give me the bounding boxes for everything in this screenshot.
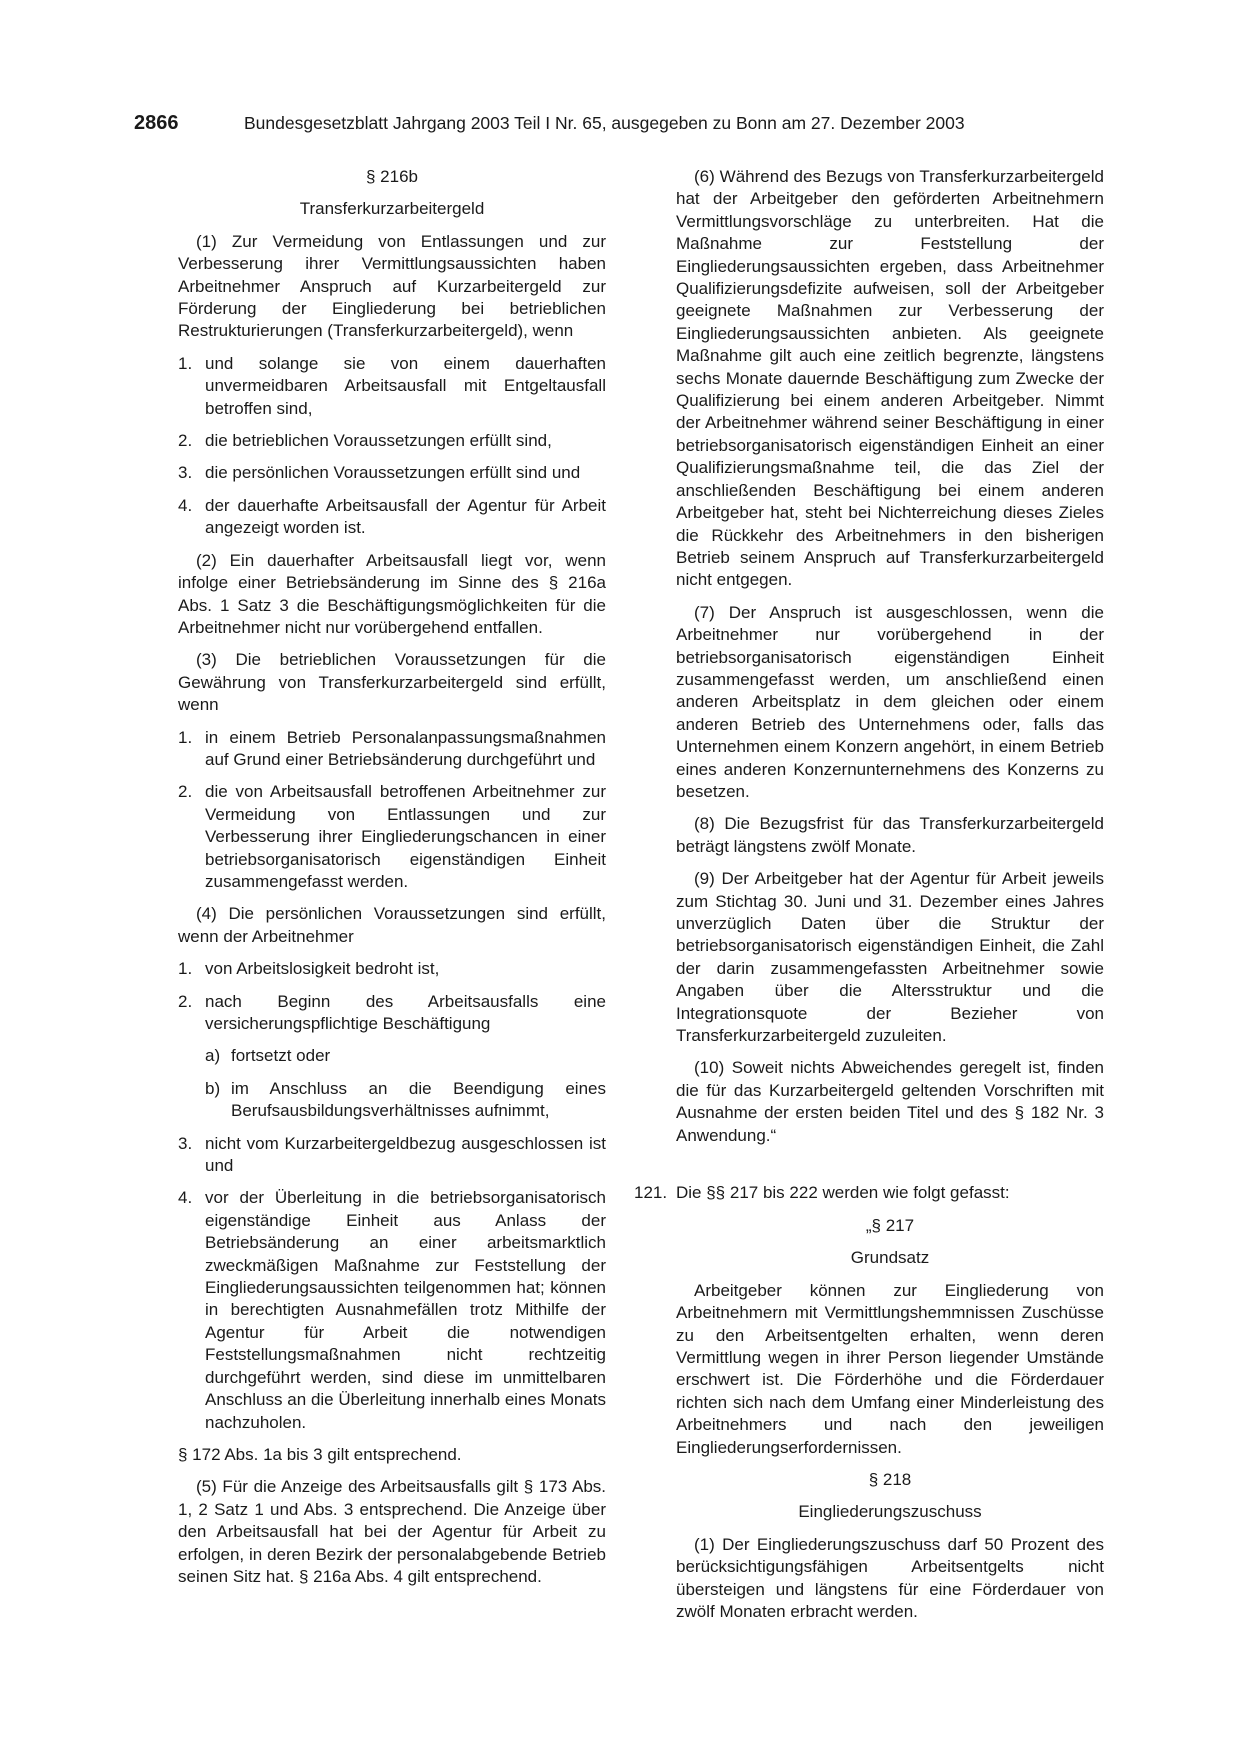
section-218-heading: Eingliederungszuschuss — [798, 1502, 982, 1522]
paragraph-10: (10) Soweit nichts Abweichendes geregelt ist, finden die für das Kurzarbeitergeld geltenden Vorschriften mit Ausnahme der ersten beiden Titel und des § 182 Nr. 3 Anwendung.“ — [676, 1058, 1104, 1145]
paragraph-3: (3) Die betrieblichen Voraussetzungen für die Gewährung von Transferkurzarbeitergeld sind erfüllt, wenn — [178, 650, 606, 715]
sub-list-item: a) fortsetzt oder — [205, 1046, 331, 1066]
paragraph-1: (1) Zur Vermeidung von Entlassungen und zur Verbesserung ihrer Vermittlungsaussichten haben Arbeitnehmer Anspruch auf Kurzarbeitergeld zur Förderung der Eingliederung bei betrieblichen Restrukturierungen (Transferkurzarbeitergeld), wenn — [178, 231, 606, 341]
amendment-text: Die §§ 217 bis 222 werden wie folgt gefasst: — [676, 1183, 1010, 1202]
section-218-title: § 218 — [868, 1470, 912, 1490]
paragraph-7: (7) Der Anspruch ist ausgeschlossen, wenn die Arbeitnehmer nur vorübergehend in der betriebsorganisatorisch eigenständigen Einheit zusammengefasst werden, um anschließend einen anderen Arbeitsplatz in dem gleichen oder einem anderen Betrieb des Unternehmens oder, falls das Unternehmen einem Konzern angehört, in einem Betrieb eines anderen Konzernunternehmens des Konzerns zu besetzen. — [676, 602, 1104, 801]
section-217-title: „§ 217 — [865, 1216, 915, 1235]
paragraph-4: (4) Die persönlichen Voraussetzungen sind erfüllt, wenn der Arbeitnehmer — [178, 904, 606, 946]
section-218-paragraph-1: (1) Der Eingliederungszuschuss darf 50 Prozent des berücksichtigungsfähigen Arbeitsentgelts nicht übersteigen und längstens für eine Förderdauer von zwölf Monaten erbracht werden. — [676, 1534, 1104, 1622]
paragraph-4-tail: § 172 Abs. 1a bis 3 gilt entsprechend. — [178, 1444, 462, 1464]
section-heading: Transferkurzarbeitergeld — [299, 199, 485, 219]
sub-list-item: b) im Anschluss an die Beendigung eines Berufsausbildungsverhältnisses aufnimmt, — [205, 1078, 606, 1121]
amendment-item-121 — [634, 1182, 1104, 1204]
right-column-lower — [676, 1215, 1104, 1634]
paragraph-8: (8) Die Bezugsfrist für das Transferkurzarbeitergeld beträgt längstens zwölf Monate. — [676, 814, 1104, 856]
list-item: 3. nicht vom Kurzarbeitergeldbezug ausgeschlossen ist und — [178, 1133, 606, 1176]
list-item: 1. in einem Betrieb Personalanpassungsmaßnahmen auf Grund einer Betriebsänderung durchgeführt und — [178, 727, 606, 769]
list-item: 1. und solange sie von einem dauerhaften unvermeidbaren Arbeitsausfall mit Entgeltausfall betroffen sind, — [178, 353, 606, 418]
list-item: 2. nach Beginn des Arbeitsausfalls eine versicherungspflichtige Beschäftigung — [178, 991, 606, 1033]
list-item: 3. die persönlichen Voraussetzungen erfüllt sind und — [178, 463, 581, 483]
paragraph-6: (6) Während des Bezugs von Transferkurzarbeitergeld hat der Arbeitgeber den geförderten Arbeitnehmern Vermittlungsvorschläge zu unterbreiten. Hat die Maßnahme zur Feststellung der Eingliederungsaussichten ergeben, dass Arbeitnehmer Qualifizierungsdefizite aufweisen, soll der Arbeitgeber geeignete Maßnahmen zur Verbesserung der Eingliederungsaussichten anbieten. Als geeignete Maßnahme gilt auch eine zeitlich begrenzte, längstens sechs Monate dauernde Beschäftigung zum Zwecke der Qualifizierung bei einem anderen Arbeitgeber. Nimmt der Arbeitnehmer während seiner Beschäftigung in einer betriebsorganisatorisch eigenständigen Einheit an einer Qualifizierungsmaßnahme teil, die das Ziel der anschließenden Beschäftigung bei einem anderen Arbeitgeber hat, steht bei Nichterreichung dieses Zieles die Rückkehr des Arbeitnehmers in den bisherigen Betrieb seinem Anspruch auf Transferkurzarbeitergeld nicht entgegen. — [676, 167, 1104, 590]
list-item: 1. von Arbeitslosigkeit bedroht ist, — [178, 959, 440, 979]
paragraph-9: (9) Der Arbeitgeber hat der Agentur für Arbeit jeweils zum Stichtag 30. Juni und 31. Dezember eines Jahres unverzüglich Daten über die Struktur der betriebsorganisatorisch eigenständigen Einheit, die Zahl der darin zusammengefassten Arbeitnehmer sowie Angaben über die Altersstruktur und die Integrationsquote der Bezieher von Transferkurzarbeitergeld zuzuleiten. — [676, 869, 1104, 1046]
list-item: 4. vor der Überleitung in die betriebsorganisatorisch eigenständige Einheit aus Anlass der Betriebsänderung an einer arbeitsmarktlich zweckmäßigen Maßnahme zur Feststellung der Eingliederungsaussichten teilgenommen hat; können in berechtigten Ausnahmefällen trotz Mithilfe der Agentur für Arbeit die notwendigen Feststellungsmaßnahmen nicht rechtzeitig durchgeführt werden, sind diese im unmittelbaren Anschluss an die Überleitung innerhalb eines Monats nachzuholen. — [178, 1188, 606, 1432]
section-217-text: Arbeitgeber können zur Eingliederung von Arbeitnehmern mit Vermittlungshemmnissen Zuschüsse zu den Arbeitsentgelten erhalten, wenn deren Vermittlung wegen in ihrer Person liegender Umstände erschwert ist. Die Förderhöhe und die Förderdauer richten sich nach dem Umfang einer Minderleistung des Arbeitnehmers und nach den jeweiligen Eingliederungserfordernissen. — [676, 1280, 1104, 1457]
left-column — [178, 166, 606, 1598]
list-item: 4. der dauerhafte Arbeitsausfall der Agentur für Arbeit angezeigt worden ist. — [178, 495, 606, 538]
right-column — [676, 166, 1104, 1157]
section-title: § 216b — [366, 167, 418, 186]
gazette-title: Bundesgesetzblatt Jahrgang 2003 Teil I Nr. 65, ausgegeben zu Bonn am 27. Dezember 2003 — [244, 113, 965, 133]
paragraph-2: (2) Ein dauerhafter Arbeitsausfall liegt vor, wenn infolge einer Betriebsänderung im Sinne des § 216a Abs. 1 Satz 3 die Beschäftigungsmöglichkeiten für die Arbeitnehmer nicht nur vorübergehend entfallen. — [178, 550, 606, 637]
list-item: 2. die von Arbeitsausfall betroffenen Arbeitnehmer zur Vermeidung von Entlassungen und zur Verbesserung ihrer Eingliederungschancen in einer betriebsorganisatorisch eigenständigen Einheit zusammengefasst werden. — [178, 782, 606, 891]
page-number: 2866 — [134, 112, 179, 134]
list-item: 2. die betrieblichen Voraussetzungen erfüllt sind, — [178, 431, 552, 451]
page-header — [134, 112, 1114, 138]
section-217-heading: Grundsatz — [850, 1248, 930, 1268]
amendment-number: 121. — [634, 1183, 668, 1202]
paragraph-5: (5) Für die Anzeige des Arbeitsausfalls gilt § 173 Abs. 1, 2 Satz 1 und Abs. 3 entsprechend. Die Anzeige über den Arbeitsausfall hat bei der Agentur für Arbeit zu erfolgen, in deren Bezirk der personalabgebende Betrieb seinen Sitz hat. § 216a Abs. 4 gilt entsprechend. — [178, 1477, 606, 1586]
